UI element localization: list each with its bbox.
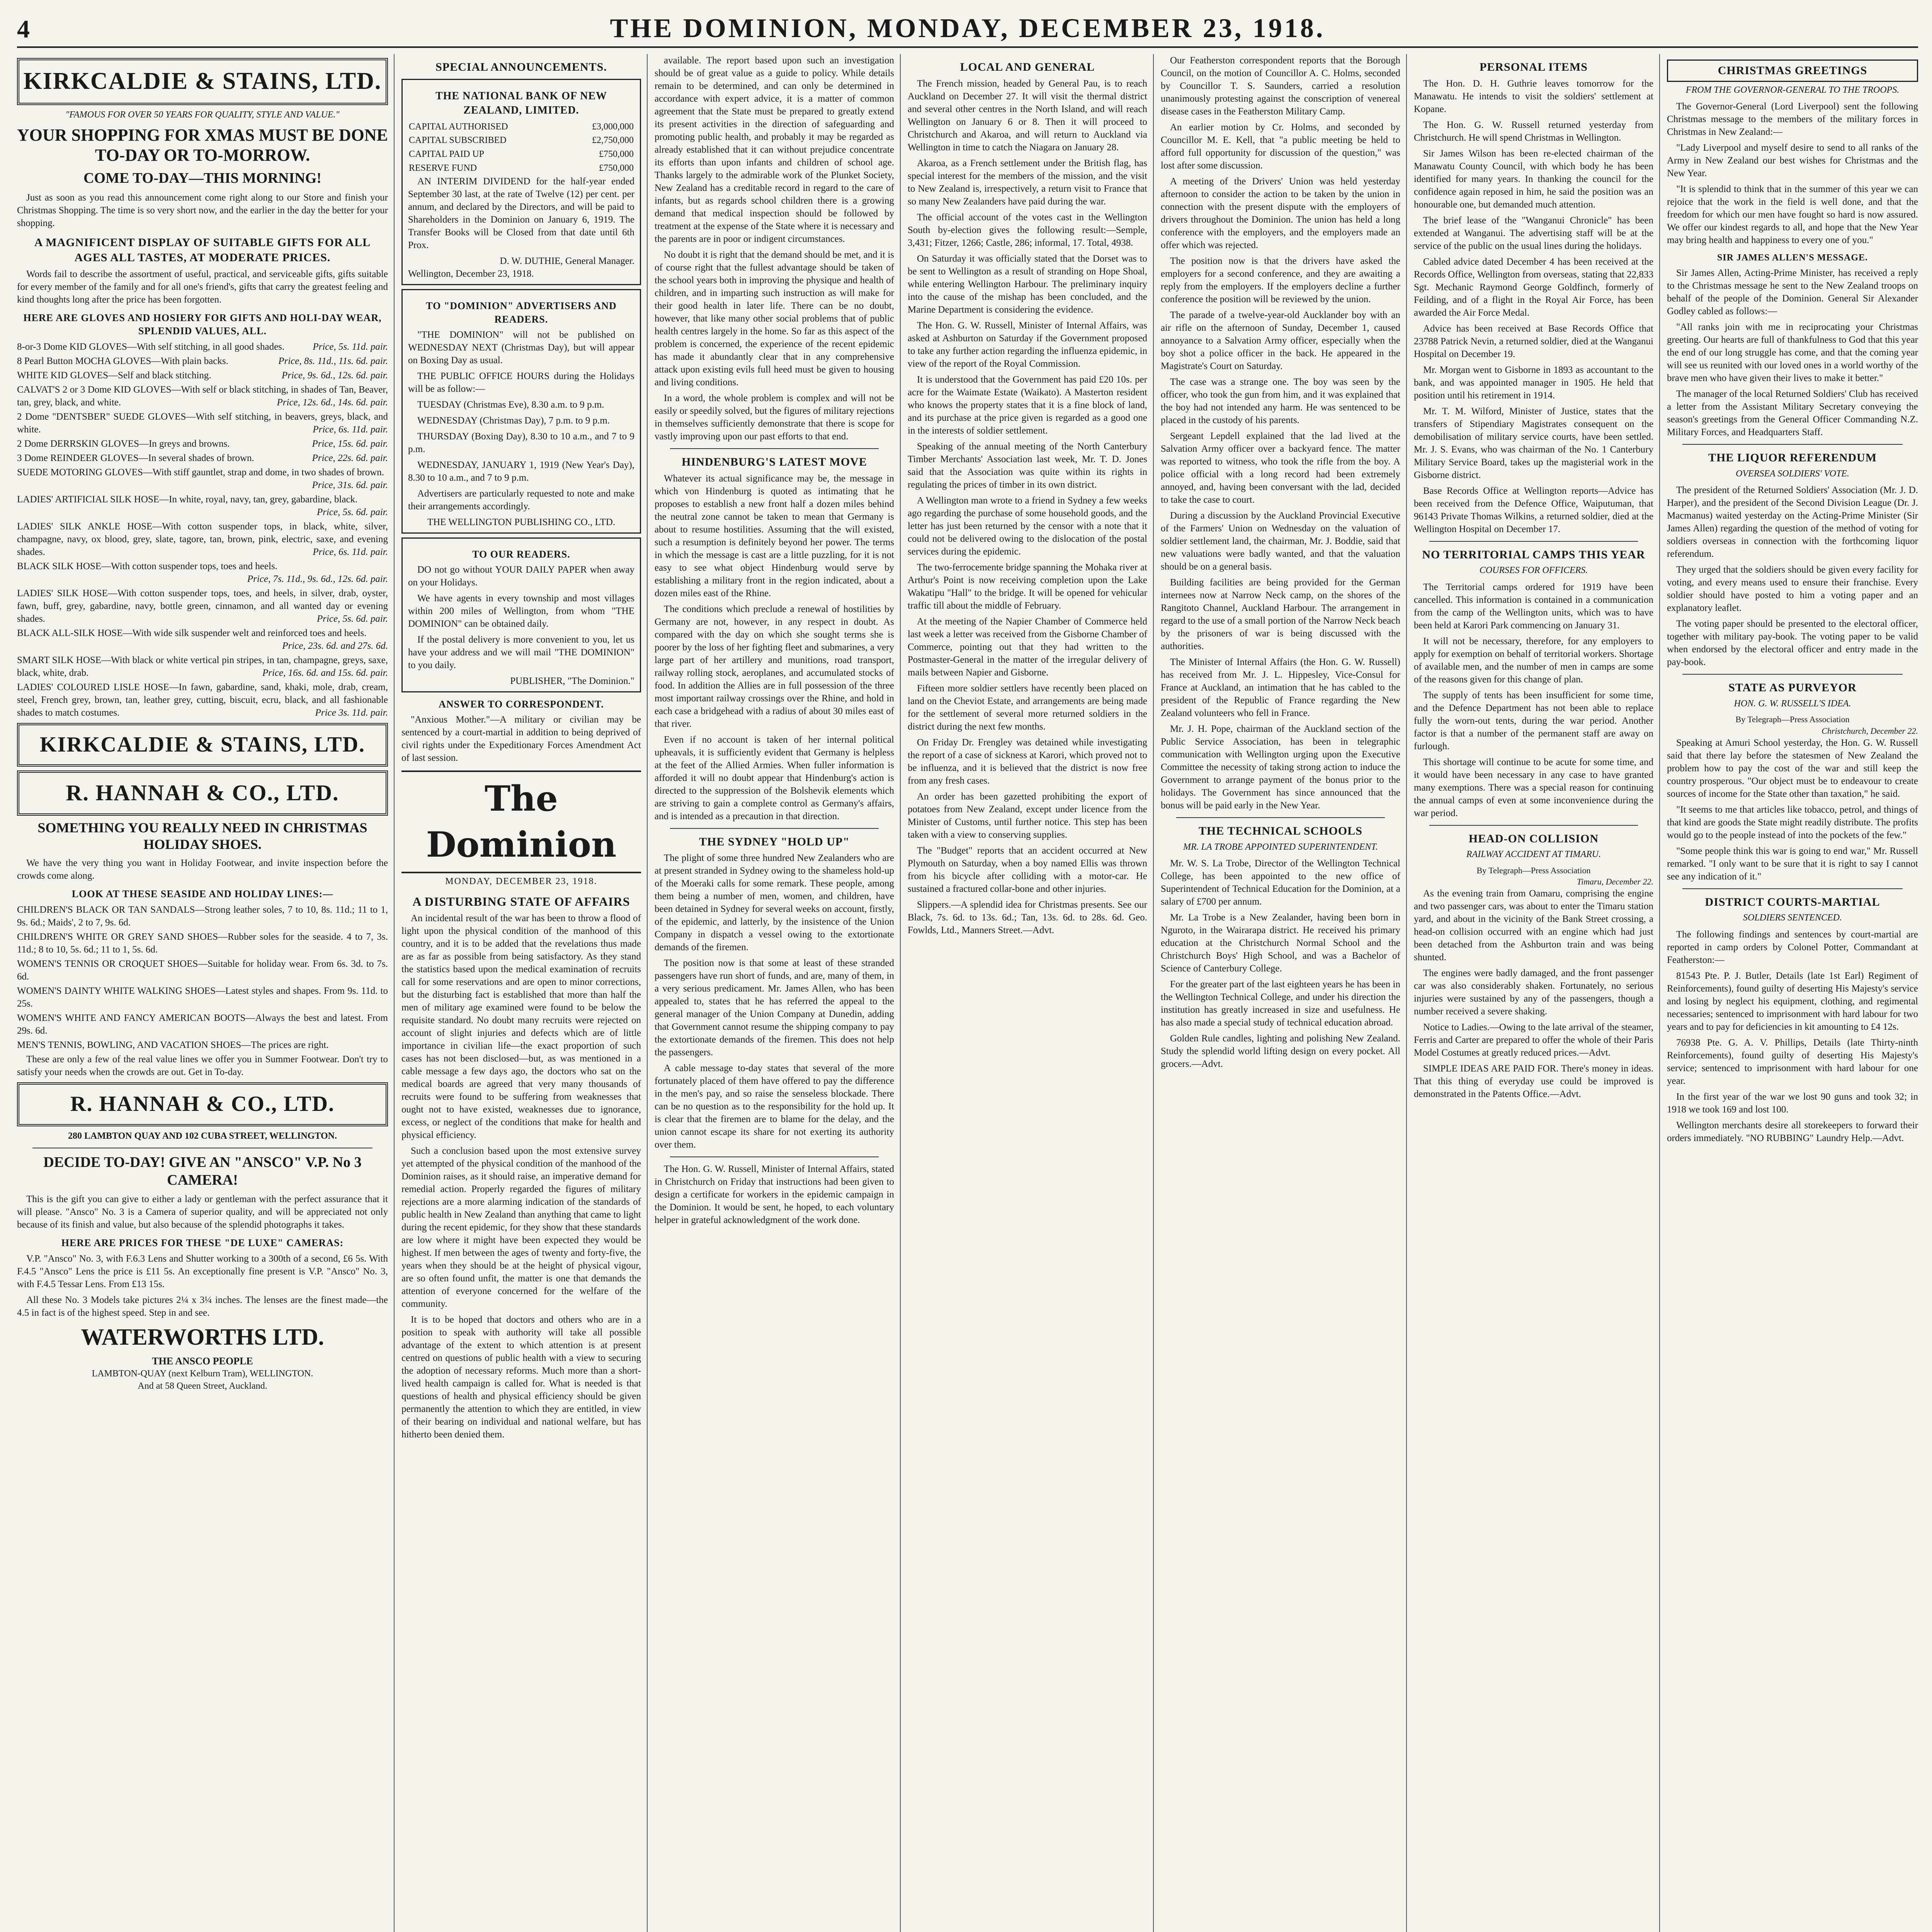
kirkcaldie-sub: COME TO-DAY—THIS MORNING! <box>83 170 321 187</box>
our-readers-body3: If the postal delivery is more convenient to you, let us have your address and we will mail "THE DOMINION" to you daily. <box>408 634 634 671</box>
advertisers-hours: THE PUBLIC OFFICE HOURS during the Holidays will be as follow:— <box>408 371 634 394</box>
personal-title: PERSONAL ITEMS <box>1480 61 1588 73</box>
news-paragraph: Mr. T. M. Wilford, Minister of Justice, states that the transfers of Stipendiary Magistrates consequent on the demobilisation of military service courts, have been settled. Mr. J. S. Evans, who was chairman of the No. 1 Canterbury Military Service Board, takes up the magisterial work in the Gisborne district. <box>1414 406 1653 480</box>
news-paragraph: "Lady Liverpool and myself desire to send to all ranks of the Army in New Zealand our best wishes for Christmas and the New Year. <box>1667 143 1918 179</box>
editorial-paragraph: It is to be hoped that doctors and others who are in a position to speak with authority will take all possible advantage of the extent to which attention is at present centred on questions of public health with a view to securing the adoption of necessary reforms. Much more than a short-lived health campaign is called for. What is needed is that questions of health and physical efficiency should be given permanently the attention to which they are entitled, in view of their bearing on individual and national welfare, but has hitherto been denied them. <box>401 1314 641 1440</box>
news-paragraph: During a discussion by the Auckland Provincial Executive of the Farmers' Union on Wednesday on the valuation of soldier settlement land, the chairman, Mr. J. Boddie, said that new valuations were badly wanted, and that the valuation should be on a general basis. <box>1161 510 1400 572</box>
news-paragraph: The Hon. D. H. Guthrie leaves tomorrow for the Manawatu. He intends to visit the soldiers' settlement at Kopane. <box>1414 78 1653 114</box>
news-paragraph: This shortage will continue to be acute for some time, and it would have been necessary in any case to have granted many exemptions. There was a special reason for continuing the annual camps of even at some inconvenience during the war period. <box>1414 757 1653 818</box>
divider <box>670 448 879 449</box>
masthead <box>17 12 1918 48</box>
news-paragraph: Base Records Office at Wellington reports—Advice has been received from the Defence Office, Waiputuman, that 96143 Private Thomas Wilkins, a returned soldier, died at the Wellington Hospital on December 17. <box>1414 485 1653 534</box>
kirkcaldie-headline: YOUR SHOPPING FOR XMAS MUST BE DONE TO-DAY OR TO-MORROW. <box>17 125 388 165</box>
table-row: CAPITAL PAID UP £750,000 <box>409 149 634 159</box>
hannah-look: LOOK AT THESE SEASIDE AND HOLIDAY LINES:— <box>71 888 333 900</box>
news-paragraph: An order has been gazetted prohibiting the export of potatoes from New Zealand, except under licence from the Minister of Customs, until further notice. This step has been taken with a view to conserving supplies. <box>908 791 1147 840</box>
column-5 <box>1161 54 1400 1932</box>
list-item: CHILDREN'S BLACK OR TAN SANDALS—Strong leather soles, 7 to 10, 8s. 11d.; 11 to 1, 9s. 6d.; Maids', 2 to 7, 9s. 6d. <box>17 904 388 928</box>
news-paragraph: The supply of tents has been insufficient for some time, and the Defence Department has not been able to replace fully the worn-out tents, during the war period. Another factor is that a number of the permanent staff are away on furlough. <box>1414 690 1653 752</box>
article-paragraph: Whatever its actual significance may be, the message in which von Hindenburg is quoted as intimating that he proposes to establish a new front half a dozen miles behind the neutral zone cannot be taken to mean that Germany is about to resume hostilities. Assuming that the will existed, such a resumption is definitely beyond her power. The terms in which the message is cast are a little puzzling, for it is not easy to see what object Hindenburg would serve by establishing a military front in the region indicated, about a dozen miles east of the Rhine. <box>655 473 894 599</box>
collision-dateline: Timaru, December 22. <box>1577 877 1653 887</box>
news-paragraph: "It is splendid to think that in the summer of this year we can rejoice that the work in the field is well done, and that the freedom for which our men have fought so hard is now assured. We offer our kindest regards to all, and hope that the New Year may bring health and happiness to every one of you." <box>1667 184 1918 246</box>
divider <box>670 828 879 829</box>
column-ads-left <box>17 54 388 1932</box>
news-paragraph: Cabled advice dated December 4 has been received at the Records Office, Wellington from overseas, stating that 22,833 Sgt. Mechanic Raymond George Goldfinch, formerly of Feilding, and of a flight in the Royal Air Force, has been awarded the Air Force Medal. <box>1414 256 1653 318</box>
editorial-dateline: MONDAY, DECEMBER 23, 1918. <box>445 876 597 887</box>
list-item: BLACK ALL-SILK HOSE—With wide silk suspender welt and reinforced toes and heels. Price, 23s. 6d. and 27s. 6d. <box>17 628 388 651</box>
news-paragraph: On Friday Dr. Frengley was detained while investigating the report of a case of sickness at Karori, which proved not to be influenza, and it is believed that the district is now free from any fresh cases. <box>908 737 1147 786</box>
news-paragraph: Advice has been received at Base Records Office that 23788 Patrick Nevin, a returned soldier, died at the Wanganui Hospital on December 19. <box>1414 323 1653 359</box>
divider <box>1429 825 1638 826</box>
kirkcaldie-footer-banner: KIRKCALDIE & STAINS, LTD. <box>17 723 388 767</box>
divider <box>1682 674 1903 675</box>
advertisers-signed: THE WELLINGTON PUBLISHING CO., LTD. <box>427 517 616 527</box>
courts-title: DISTRICT COURTS-MARTIAL <box>1705 895 1880 908</box>
waterworths-sub: THE ANSCO PEOPLE <box>152 1355 253 1367</box>
waterworths-addr1: LAMBTON-QUAY (next Kelburn Tram), WELLINGTON. <box>92 1369 313 1379</box>
hannah-banner: R. HANNAH & CO., LTD. <box>17 770 388 816</box>
list-item: WHITE KID GLOVES—Self and black stitching. Price, 9s. 6d., 12s. 6d. pair. <box>17 370 388 381</box>
collision-title: HEAD-ON COLLISION <box>1468 832 1599 845</box>
news-paragraph: The president of the Returned Soldiers' Association (Mr. J. D. Harper), and the president of the Second Division League (Dr. J. Macmanus) waited yesterday on the Acting-Prime Minister (Sir James Allen) regarding the question of the method of voting for soldiers overseas in connection with the forthcoming liquor referendum. <box>1667 485 1918 560</box>
state-title: STATE AS PURVEYOR <box>1728 681 1857 694</box>
courts-sub: SOLDIERS SENTENCED. <box>1743 913 1842 923</box>
news-paragraph: 81543 Pte. P. J. Butler, Details (late 1st Earl) Regiment of Reinforcements), found guilty of deserting His Majesty's service and losing by neglect his equipment, clothing, and regimental necessaries; sentenced to imprisonment with hard labour for two years and to pay for deficiencies in kit amounting to £4 12s. <box>1667 970 1918 1032</box>
list-item: LADIES' SILK HOSE—With cotton suspender tops, toes, and heels, in silver, drab, oyster, fawn, buff, grey, gabardine, navy, bottle green, cinnamon, and all wanted day or evening shades. Price, 5s. 6d. pair. <box>17 588 388 624</box>
list-item: TUESDAY (Christmas Eve), 8.30 a.m. to 9 p.m. <box>417 399 604 410</box>
editorial-title: A DISTURBING STATE OF AFFAIRS <box>412 894 630 908</box>
list-item: WOMEN'S WHITE AND FANCY AMERICAN BOOTS—Always the best and latest. From 29s. 6d. <box>17 1012 388 1036</box>
news-subheading: SIR JAMES ALLEN'S MESSAGE. <box>1717 253 1868 263</box>
news-paragraph: Our Featherston correspondent reports that the Borough Council, on the motion of Councillor A. C. Holms, seconded by Councillor T. S. Saunders, carried a resolution unanimously protesting against the conscription of venereal disease cases in the Featherston Military Camp. <box>1161 55 1400 117</box>
news-paragraph: The position now is that the drivers have asked the employers for a second conference, and they are awaiting a reply from the employers. If the employers decline a further conference the position will be reviewed by the union. <box>1161 256 1400 304</box>
collision-source: By Telegraph—Press Association <box>1476 866 1591 876</box>
column-7 <box>1667 54 1918 1932</box>
editorial-paragraph: available. The report based upon such an investigation should be of great value as a guide to policy. While details remain to be determined, and can only be determined in accordance with expert advice, it is a matter of common agreement that the State must be prepared to greatly extend its present activities in the direction of safeguarding and promoting public health, and probably it may be regarded as already established that it can without prejudice concentrate its efforts than upon infants and children of school age. Thanks largely to the admirable work of the Plunket Society, New Zealand has a creditable record in regard to the care of infants, but as regards school children there is a growing demand that medical inspection should be followed by treatment at the expense of the State where it is necessary and the parents are in poor or indigent circumstances. <box>655 55 894 244</box>
greetings-title: CHRISTMAS GREETINGS <box>1667 60 1918 82</box>
column-rule <box>1659 54 1660 1932</box>
news-paragraph: They urged that the soldiers should be given every facility for voting, and every means used to ensure their franchise. Every soldier should have posted to him a voting paper and an explanatory leaflet. <box>1667 565 1918 614</box>
ansco-body: This is the gift you can give to either a lady or gentleman with the perfect assurance that it will please. "Ansco" No. 3 is a Camera of superior quality, and will be appreciated not only because of its finish and value, but also because of the splendid photographs it takes. <box>17 1194 388 1230</box>
news-paragraph: The voting paper should be presented to the electoral officer, together with military pay-book. The voting paper to be valid when endorsed by the electoral officer and entry made in the pay-book. <box>1667 619 1918 668</box>
kirkcaldie-display: A MAGNIFICENT DISPLAY OF SUITABLE GIFTS FOR ALL AGES ALL TASTES, AT MODERATE PRICES. <box>34 236 371 264</box>
news-paragraph: Notice to Ladies.—Owing to the late arrival of the steamer, Ferris and Carter are prepared to offer the whole of their Paris Model Costumes at greatly reduced prices.—Advt. <box>1414 1022 1653 1058</box>
bank-notice <box>401 79 641 286</box>
article-paragraph: The conditions which preclude a renewal of hostilities by Germany are not, however, in any respect in doubt. As compared with the day on which she sought terms she is poorer by the loss of her fighting fleet and submarines, a very large part of her artillery and munitions, road transport, railway rolling stock, aeroplanes, and accumulated stocks of food. In addition the Allies are in full possession of the three most important railway crossings over the Rhine, and hold in each case a bridgehead with a radius of about 30 miles east of that river. <box>655 604 894 729</box>
news-paragraph: The brief lease of the "Wanganui Chronicle" has been extended at Wanganui. The advertising staff will be at the service of the public on the usual lines during the holidays. <box>1414 215 1653 251</box>
list-item: 8-or-3 Dome KID GLOVES—With self stitching, in all good shades. Price, 5s. 11d. pair. <box>17 341 388 352</box>
column-rule <box>394 54 395 1932</box>
divider <box>670 1156 879 1157</box>
news-paragraph: The Governor-General (Lord Liverpool) sent the following Christmas message to the members of the military forces in Christmas in New Zealand:— <box>1667 101 1918 138</box>
news-paragraph: The following findings and sentences by court-martial are reported in camp orders by Colonel Potter, Commandant at Featherston:— <box>1667 929 1918 965</box>
kirkcaldie-intro: Just as soon as you read this announcement come right along to our Store and finish your Christmas Shopping. The time is so very short now, and the earlier in the day the better for your shopping. <box>17 192 388 228</box>
table-row: CAPITAL SUBSCRIBED £2,750,000 <box>409 135 634 146</box>
greetings-sub: FROM THE GOVERNOR-GENERAL TO THE TROOPS. <box>1685 85 1900 95</box>
news-paragraph: The Hon. G. W. Russell returned yesterday from Christchurch. He will spend Christmas in Wellington. <box>1414 119 1653 143</box>
list-item: MEN'S TENNIS, BOWLING, AND VACATION SHOES—The prices are right. <box>17 1039 329 1050</box>
advertisers-notice <box>401 289 641 534</box>
our-readers-signed: PUBLISHER, "The Dominion." <box>510 676 634 687</box>
our-readers-notice <box>401 537 641 692</box>
news-paragraph: Akaroa, as a French settlement under the British flag, has special interest for the members of the mission, and the visit to New Zealand is, irrespectively, a return visit to France that so many New Zealanders have paid during the war. <box>908 158 1147 207</box>
hannah-headline: SOMETHING YOU REALLY NEED IN CHRISTMAS HOLIDAY SHOES. <box>37 820 367 852</box>
hannah-intro: We have the very thing you want in Holiday Footwear, and invite inspection before the crowds come along. <box>17 858 388 881</box>
news-paragraph: It is understood that the Government has paid £20 10s. per acre for the Waimate Estate (Waikato). A Masterton resident who knows the property states that it is a fine block of land, and its purchase at the price given is regarded as a good one in the interests of soldier settlement. <box>908 374 1147 436</box>
news-paragraph: At the meeting of the Napier Chamber of Commerce held last week a letter was received from the Gisborne Chamber of Commerce, pointing out that they had written to the Postmaster-General in the matter of the irregular delivery of mails between Napier and Gisborne. <box>908 616 1147 678</box>
article-paragraph: A cable message to-day states that several of the more fortunately placed of them have offered to pay the difference in the men's pay, and so raise the senseless blockade. There can be no question as to the responsibility for the hold up. It is clear that the firemen are to blame for the delay, and the union cannot escape its share for not exerting its authority over them. <box>655 1063 894 1150</box>
news-paragraph: The French mission, headed by General Pau, is to reach Auckland on December 27. It will visit the thermal district and several other centres in the North Island, and will reach Wellington on January 6 or 8. Then it will proceed to Christchurch and Akaroa, and will return to Auckland via Wellington in time to catch the Niagara on January 28. <box>908 78 1147 153</box>
waterworths-addr2: And at 58 Queen Street, Auckland. <box>138 1381 267 1391</box>
our-readers-title: TO OUR READERS. <box>472 548 570 560</box>
news-paragraph: Speaking at Amuri School yesterday, the Hon. G. W. Russell said that there lay before the statesmen of New Zealand the problem how to pay the cost of the war and still keep the country prosperous. "Our object must be to endeavour to create sources of income for the State other than taxation," he said. <box>1667 737 1918 799</box>
news-paragraph: Golden Rule candles, lighting and polishing New Zealand. Study the splendid world lifting design on every pocket. All grocers.—Advt. <box>1161 1033 1400 1070</box>
our-readers-body: DO not go without YOUR DAILY PAPER when away on your Holidays. <box>408 565 634 588</box>
news-paragraph: Sir James Allen, Acting-Prime Minister, has received a reply to the Christmas message he sent to the New Zealand troops on behalf of the people of the Dominion. General Sir Alexander Godley cabled as follows:— <box>1667 267 1918 316</box>
list-item: WEDNESDAY, JANUARY 1, 1919 (New Year's Day), 8.30 to 10 a.m., and 7 to 9 p.m. <box>408 459 634 483</box>
camps-sub: COURSES FOR OFFICERS. <box>1479 565 1588 576</box>
advertisers-note: Advertisers are particularly requested to note and make their arrangements accordingly. <box>408 488 634 512</box>
news-paragraph: Mr. Morgan went to Gisborne in 1893 as accountant to the bank, and was appointed manager in 1905. He held that position until his retirement in 1914. <box>1414 364 1653 401</box>
editorial-paragraph: Such a conclusion based upon the most extensive survey yet attempted of the physical condition of the manhood of the Dominion raises, as it should raise, an imperative demand for remedial action. Properly regarded the figures of military rejections are a more alarming indication of the standards of public health in New Zealand than anything that came to light during the recent epidemic, for they show that these standards are low where it might have been expected they would be highest. If men between the ages of twenty and forty-five, the years when they should be at the height of physical vigour, are so often found unfit, the matter is one that demands the attention of everyone concerned for the welfare of the community. <box>401 1145 641 1309</box>
bank-body: AN INTERIM DIVIDEND for the half-year ended September 30 last, at the rate of Twelve (12) per cent. per annum, and declared by the Directors, and will be paid to Shareholders in the Dominion on January 6, 1919. The Transfer Books will be Closed from that date until 6th Prox. <box>408 176 634 251</box>
news-paragraph: Sir James Wilson has been re-elected chairman of the Manawatu County Council, with which body he has been identified for many years. In thanking the council for the confidence again reposed in him, he said the position was an honourable one, but demanded much attention. <box>1414 148 1653 210</box>
news-paragraph: The Territorial camps ordered for 1919 have been cancelled. This information is contained in a communication from the camp of the Wellington units, which was to have been held at Karori Park commencing on January 31. <box>1414 582 1653 631</box>
camps-title: NO TERRITORIAL CAMPS THIS YEAR <box>1422 548 1645 561</box>
news-paragraph: A Wellington man wrote to a friend in Sydney a few weeks ago regarding the purchase of some household goods, and the letter has just been returned by the censor with a note that it could not be delivered owing to the dislocation of the postal services during the epidemic. <box>908 495 1147 557</box>
state-dateline: Christchurch, December 22. <box>1821 726 1918 736</box>
kirkcaldie-tagline: "FAMOUS FOR OVER 50 YEARS FOR QUALITY, STYLE AND VALUE." <box>65 109 340 120</box>
editorial-paragraph: An incidental result of the war has been to throw a flood of light upon the physical condition of the manhood of this country, and it is to be added that the revelations thus made are as far as possible from being satisfactory. As they stand the statistics based upon the medical examination of recruits call for some reservations and are open to minor corrections, but the disturbing fact is established that more than half the men of military age examined were found to be below the requisite standard. No doubt many recruits were rejected on account of slight injuries and defects which are of little importance in civilian life—the exact proportion of such cases has not been disclosed—but, as was mentioned in a cable message a few days ago, the doctors who sat on the medical boards are agreed that very many thousands of recruits were found to be suffering from weaknesses that ought not to have existed, weaknesses due to ignorance, excess, or neglect of the conditions that make for health and physical efficiency. <box>401 913 641 1140</box>
liquor-sub: OVERSEA SOLDIERS' VOTE. <box>1736 468 1849 479</box>
divider <box>1429 541 1638 542</box>
tech-sub: MR. LA TROBE APPOINTED SUPERINTENDENT. <box>1183 842 1378 852</box>
news-paragraph: It will not be necessary, therefore, for any employers to apply for exemption on behalf of territorial workers. Shortage of available men, and the number of men in camps are some of the reasons given for this change of plan. <box>1414 636 1653 685</box>
table-row: RESERVE FUND £750,000 <box>409 163 634 173</box>
news-paragraph: Sergeant Lepdell explained that the lad lived at the Salvation Army officer over a backyard fence. The matter was reported to witness, who took the rifle from the boy. A police official with a long record had been extremely annoyed, and, having been conversant with the lad, decided to take the case to court. <box>1161 431 1400 505</box>
bank-date: Wellington, December 23, 1918. <box>408 269 534 279</box>
kirkcaldie-gloves-head: HERE ARE GLOVES AND HOSIERY FOR GIFTS AND HOLI-DAY WEAR, SPLENDID VALUES, ALL. <box>23 312 382 337</box>
news-paragraph: The parade of a twelve-year-old Aucklander boy with an air rifle on the afternoon of Sunday, December 1, caused annoyance to a Salvation Army officer, especially when the boy shot a police officer in the back. He appeared in the Magistrate's Court on Saturday. <box>1161 310 1400 371</box>
list-item: 2 Dome "DENTSBER" SUEDE GLOVES—With self stitching, in beavers, greys, black, and white. Price, 6s. 11d. pair. <box>17 411 388 435</box>
news-paragraph: Fifteen more soldier settlers have recently been placed on land on the Cheviot Estate, and arrangements are being made for the settlement of several more returned soldiers in the district during the next few months. <box>908 683 1147 732</box>
sydney-title: THE SYDNEY "HOLD UP" <box>699 835 850 848</box>
column-2 <box>401 54 641 1932</box>
column-6 <box>1414 54 1653 1932</box>
list-item: LADIES' SILK ANKLE HOSE—With cotton suspender tops, in black, white, silver, champagne, navy, ox blood, grey, slate, tagore, tan, brown, pink, electric, saxe, and evening shades. Price, 6s. 11d. pair. <box>17 521 388 557</box>
our-readers-body2: We have agents in every township and most villages within 200 miles of Wellington, from whom "THE DOMINION" can be obtained daily. <box>408 593 634 629</box>
article-paragraph: The plight of some three hundred New Zealanders who are at present stranded in Sydney owing to the shameless hold-up of the Moeraki calls for some remark. These people, among them being a number of men, women, and children, have been detained in Sydney for several weeks on account, firstly, of the epidemic, and latterly, by the insistence of the Union Company in dispatch a vessel owing to the extortionate demands of the firemen. <box>655 853 894 953</box>
kirkcaldie-words: Words fail to describe the assortment of useful, practical, and serviceable gifts, gifts suitable for every member of the family and for all one's friend's, gifts that carry the greatest feeling and kind thoughts long after the price has been forgotten. <box>17 269 388 305</box>
news-paragraph: The engines were badly damaged, and the front passenger car was also considerably shaken. Fortunately, no serious injuries were sustained by any of the passengers, though a number received a severe shaking. <box>1414 968 1653 1017</box>
news-paragraph: In the first year of the war we lost 90 guns and took 32; in 1918 we took 169 and lost 100. <box>1667 1091 1918 1115</box>
advertisers-title: TO "DOMINION" ADVERTISERS AND READERS. <box>426 300 617 325</box>
divider <box>1176 817 1385 818</box>
news-paragraph: Mr. W. S. La Trobe, Director of the Wellington Technical College, has been appointed to the new office of Superintendent of Technical Education for the Dominion, at a salary of £700 per annum. <box>1161 858 1400 907</box>
special-announcements: SPECIAL ANNOUNCEMENTS. <box>435 61 607 73</box>
list-item: 3 Dome REINDEER GLOVES—In several shades of brown. Price, 22s. 6d. pair. <box>17 452 388 463</box>
divider <box>1682 444 1903 445</box>
ansco-note: All these No. 3 Models take pictures 2¼ x 3¼ inches. The lenses are the finest made—the 4.5 in fact is of the highest speed. Step in and see. <box>17 1294 388 1318</box>
hannah-footer-banner: R. HANNAH & CO., LTD. <box>17 1082 388 1126</box>
news-paragraph: Mr. J. H. Pope, chairman of the Auckland section of the Public Service Association, has been in telegraphic communication with Wellington urging upon the Executive Committee the necessity of taking strong action to induce the Government to arrange payment of the bonus prior to the holidays. The Government has since announced that the bonus will be paid early in the New Year. <box>1161 724 1400 811</box>
advertisers-body: "THE DOMINION" will not be published on WEDNESDAY NEXT (Christmas Day), but will appear on Boxing Day as usual. <box>408 329 634 366</box>
list-item: CHILDREN'S WHITE OR GREY SAND SHOES—Rubber soles for the seaside. 4 to 7, 3s. 11d.; 8 to 10, 5s. 6d.; 11 to 1, 5s. 6d. <box>17 931 388 955</box>
ansco-prices: V.P. "Ansco" No. 3, with F.6.3 Lens and Shutter working to a 300th of a second, £6 5s. With F.4.5 "Ansco" Lens the price is £11 5s. An exceptionally fine present is V.P. "Ansco" No. 3, with F.4.5 Tessar Lens. From £13 15s. <box>17 1253 388 1289</box>
list-item: 2 Dome DERRSKIN GLOVES—In greys and browns. Price, 15s. 6d. pair. <box>17 438 388 449</box>
article-paragraph: Even if no account is taken of her internal political upheavals, it is sufficiently evident that Germany is helpless at the feet of the Allied Armies. When fuller information is afforded it will no doubt appear that Hindenburg's action is directed to the suppression of the Bolshevik elements which are striving to gain a complete control as Germany's affairs, and is intended as a precaution in that direction. <box>655 734 894 821</box>
news-paragraph: Wellington merchants desire all storekeepers to forward their orders immediately. "NO RUBBING" Laundry Help.—Advt. <box>1667 1120 1918 1143</box>
hannah-note: These are only a few of the real value lines we offer you in Summer Footwear. Don't try to satisfy your needs when the crowds are out. Get in To-day. <box>17 1054 388 1077</box>
column-4 <box>908 54 1147 1932</box>
correspondent-title: ANSWER TO CORRESPONDENT. <box>439 699 604 710</box>
article-paragraph: The position now is that some at least of these stranded passengers have run short of funds, and are, many of them, in a very serious predicament. Mr. James Allen, who has been appealed to, states that he has referred the appeal to the general manager of the Union Company at Dunedin, adding that Government cannot resume the shipping company to pay the extortionate demands of the firemen. This does not help the passengers. <box>655 958 894 1058</box>
newspaper-page <box>17 12 1918 1932</box>
list-item: WOMEN'S DAINTY WHITE WALKING SHOES—Latest styles and shapes. From 9s. 11d. to 25s. <box>17 985 388 1009</box>
list-item: SMART SILK HOSE—With black or white vertical pin stripes, in tan, champagne, greys, saxe, black, white, drab. Price, 16s. 6d. and 15s. 6d. pair. <box>17 655 388 678</box>
news-paragraph: On Saturday it was officially stated that the Dorset was to be sent to Wellington as a result of stranding on Hope Shoal, while entering Wellington Harbour. The preliminary inquiry into the cause of the mishap has been concluded, and the Marine Department is considering the evidence. <box>908 253 1147 315</box>
news-paragraph: The two-ferrocemente bridge spanning the Mohaka river at Arthur's Point is now receiving completion upon the Lake Wakatipu "Hall" to the bridge. It will be opened for vehicular traffic till about the middle of February. <box>908 562 1147 611</box>
kirkcaldie-banner: KIRKCALDIE & STAINS, LTD. <box>17 58 388 105</box>
list-item: BLACK SILK HOSE—With cotton suspender tops, toes and heels. Price, 7s. 11d., 9s. 6d., 12s. 6d. pair. <box>17 561 388 584</box>
list-item: LADIES' COLOURED LISLE HOSE—In fawn, gabardine, sand, khaki, mole, drab, cream, steel, French grey, brown, tan, leather grey, cutting, biscuit, ecru, black, and all fashionable shades to match costumes. Price 3s. 11d. pair. <box>17 682 388 718</box>
news-paragraph: An earlier motion by Cr. Holms, and seconded by Councillor M. E. Kell, that "a public meeting be held to afford full opportunity for discussion of the question," was lost after some discussion. <box>1161 122 1400 171</box>
news-paragraph: "It seems to me that articles like tobacco, petrol, and things of that kind are goods the State might readily distribute. The profits would go to the people instead of into the pockets of the few." <box>1667 804 1918 840</box>
list-item: CALVAT'S 2 or 3 Dome KID GLOVES—With self or black stitching, in shades of Tan, Beaver, tan, grey, black, and white. Price, 12s. 6d., 14s. 6d. pair. <box>17 384 388 408</box>
hannah-address: 280 LAMBTON QUAY AND 102 CUBA STREET, WELLINGTON. <box>68 1131 337 1141</box>
nameplate: The Dominion <box>401 770 641 873</box>
news-paragraph: The Hon. G. W. Russell, Minister of Internal Affairs, was asked at Ashburton on Saturday if the Government proposed to take any further action regarding the influenza epidemic, in view of the report of the Royal Commission. <box>908 320 1147 369</box>
masthead-title: THE DOMINION, MONDAY, DECEMBER 23, 1918. <box>610 14 1325 43</box>
news-paragraph: As the evening train from Oamaru, comprising the engine and two passenger cars, was about to enter the Timaru station yard, and about in the vicinity of the Bank Street crossing, a head-on collision occurred with an engine which had just been detached from the Ashburton train and was being shunted. <box>1414 888 1653 963</box>
liquor-title: THE LIQUOR REFERENDUM <box>1708 451 1877 464</box>
news-paragraph: A meeting of the Drivers' Union was held yesterday afternoon to consider the action to be taken by the union in connection with the present dispute with the employers of drivers throughout the Dominion. The union has held a long conference with the employers, and the employers made an offer which was rejected. <box>1161 176 1400 250</box>
list-item: THURSDAY (Boxing Day), 8.30 to 10 a.m., and 7 to 9 p.m. <box>408 431 634 454</box>
bank-signed: D. W. DUTHIE, General Manager. <box>500 256 634 267</box>
state-source: By Telegraph—Press Association <box>1735 714 1850 724</box>
news-paragraph: 76938 Pte. G. A. V. Phillips, Details (late Thirty-ninth Reinforcements), found guilty of deserting His Majesty's service; sentenced to imprisonment with hard labour for one year. <box>1667 1037 1918 1086</box>
ansco-prices-head: HERE ARE PRICES FOR THESE "DE LUXE" CAMERAS: <box>61 1237 344 1249</box>
news-paragraph: Slippers.—A splendid idea for Christmas presents. See our Black, 7s. 6d. to 13s. 6d.; Tan, 13s. 6d. to 28s. 6d. Geo. Fowlds, Ltd., Manners Street.—Advt. <box>908 899 1147 935</box>
column-rule <box>1153 54 1154 1932</box>
list-item: WOMEN'S TENNIS OR CROQUET SHOES—Suitable for holiday wear. From 6s. 3d. to 7s. 6d. <box>17 958 388 982</box>
tech-title: THE TECHNICAL SCHOOLS <box>1199 825 1362 837</box>
page-number: 4 <box>17 15 30 43</box>
column-3 <box>655 54 894 1932</box>
editorial-paragraph: In a word, the whole problem is complex and will not be easily or speedily solved, but the figures of military rejections in themselves sufficiently demonstrate that there is scope for vastly improving upon our past efforts to that end. <box>655 393 894 442</box>
bank-name: THE NATIONAL BANK OF NEW ZEALAND, LIMITED. <box>435 90 607 116</box>
state-sub: HON. G. W. RUSSELL'S IDEA. <box>1734 698 1851 709</box>
news-paragraph: The manager of the local Returned Soldiers' Club has received a letter from the Assistant Military Secretary conveying the season's greetings from the General Officer Commanding N.Z. Military Forces, and Headquarters Staff. <box>1667 388 1918 437</box>
list-item: LADIES' ARTIFICIAL SILK HOSE—In white, royal, navy, tan, grey, gabardine, black. Price, 5s. 6d. pair. <box>17 494 388 517</box>
hindenburg-title: HINDENBURG'S LATEST MOVE <box>682 456 867 468</box>
news-paragraph: SIMPLE IDEAS ARE PAID FOR. There's money in ideas. That this thing of everyday use could be improved is demonstrated in the Patents Office.—Advt. <box>1414 1063 1653 1100</box>
news-paragraph: "Some people think this war is going to end war," Mr. Russell remarked. "I only want to be sure that it is right to say I cannot see any indication of it." <box>1667 845 1918 882</box>
column-rule <box>900 54 901 1932</box>
news-paragraph: The case was a strange one. The boy was seen by the officer, who took the gun from him, and it was explained that the boy had not intended any harm. He was sentenced to be placed in the custody of his parents. <box>1161 377 1400 425</box>
list-item: SUEDE MOTORING GLOVES—With stiff gauntlet, strap and dome, in two shades of brown. Price, 31s. 6d. pair. <box>17 467 388 490</box>
news-paragraph: The Minister of Internal Affairs (the Hon. G. W. Russell) has received from Mr. J. L. Hippesley, Vice-Consul for France at Auckland, an intimation that he has cabled to the president of the Republic of France regarding the New Zealand volunteers who fell in France. <box>1161 657 1400 718</box>
news-paragraph: "All ranks join with me in reciprocating your Christmas greeting. Our hearts are full of thankfulness to God that this year the end of our long struggle has come, and that the coming year will see us reunited with our loved ones in a world worthy of the brave men who have given their lives to make it better." <box>1667 321 1918 383</box>
article-paragraph: The Hon. G. W. Russell, Minister of Internal Affairs, stated in Christchurch on Friday that instructions had been given to design a certificate for workers in the epidemic campaign in the Dominion. It would be sent, he hoped, to each voluntary helper in grateful acknowledgment of the work done. <box>655 1164 894 1226</box>
column-rule <box>647 54 648 1932</box>
news-paragraph: The "Budget" reports that an accident occurred at New Plymouth on Saturday, when a boy named Ellis was thrown from his bicycle after colliding with a motor-car. He sustained a fractured collar-bone and other injuries. <box>908 845 1147 894</box>
list-item: WEDNESDAY (Christmas Day), 7 p.m. to 9 p.m. <box>417 415 610 426</box>
news-paragraph: For the greater part of the last eighteen years he has been in the Wellington Technical College, and under his direction the institution has greatly increased in size and usefulness. He has also made a special study of technical education abroad. <box>1161 979 1400 1028</box>
table-row: CAPITAL AUTHORISED £3,000,000 <box>409 121 634 132</box>
editorial-paragraph: No doubt it is right that the demand should be met, and it is of course right that the fullest advantage should be taken of the school years both in improving the physique and health of children, and in imparting such instruction as will make for their good health in later life. There can be no doubt, however, that like many other social problems that of public health centres largely in the home. So far as this aspect of the problem is concerned, the experience of the recent epidemic has made it abundantly clear that in any comprehensive attack upon existing evils full heed must be given to housing and living conditions. <box>655 250 894 388</box>
column-rule <box>1406 54 1407 1932</box>
divider <box>1682 888 1903 889</box>
news-paragraph: Building facilities are being provided for the German internees now at Narrow Neck camp, on the shores of the Rangitoto Channel, Auckland Harbour. The arrangement in regard to the use of a small portion of the Narrow Neck beach by the prisoners of war is being discussed with the authorities. <box>1161 577 1400 651</box>
local-general-title: LOCAL AND GENERAL <box>960 61 1095 73</box>
ansco-headline: DECIDE TO-DAY! GIVE AN "ANSCO" V.P. No 3 CAMERA! <box>43 1154 362 1188</box>
bank-capital-table <box>408 120 634 175</box>
news-paragraph: Mr. La Trobe is a New Zealander, having been born in Nguroto, in the Wairarapa district. He received his primary education at the Christchurch Normal School and the Christchurch Boys' High School, and was a Bachelor of Science of Canterbury College. <box>1161 912 1400 974</box>
list-item: 8 Pearl Button MOCHA GLOVES—With plain backs. Price, 8s. 11d., 11s. 6d. pair. <box>17 355 388 366</box>
kirkcaldie-item-list <box>17 340 388 719</box>
correspondent-body: "Anxious Mother."—A military or civilian may be sentenced by a court-martial in addition to being deprived of civil rights under the Expeditionary Forces Amendment Act of last session. <box>401 714 641 764</box>
waterworths-name: WATERWORTHS LTD. <box>81 1324 324 1350</box>
collision-sub: RAILWAY ACCIDENT AT TIMARU. <box>1466 849 1601 860</box>
news-paragraph: The official account of the votes cast in the Wellington South by-election gives the following result:—Semple, 3,431; Fitzer, 1266; Castle, 286; informal, 17. Total, 4938. <box>908 212 1147 248</box>
news-paragraph: Speaking of the annual meeting of the North Canterbury Timber Merchants' Association last week, Mr. T. D. Jones said that the Association was quite within its rights in regulating the prices of timber in its own district. <box>908 441 1147 490</box>
